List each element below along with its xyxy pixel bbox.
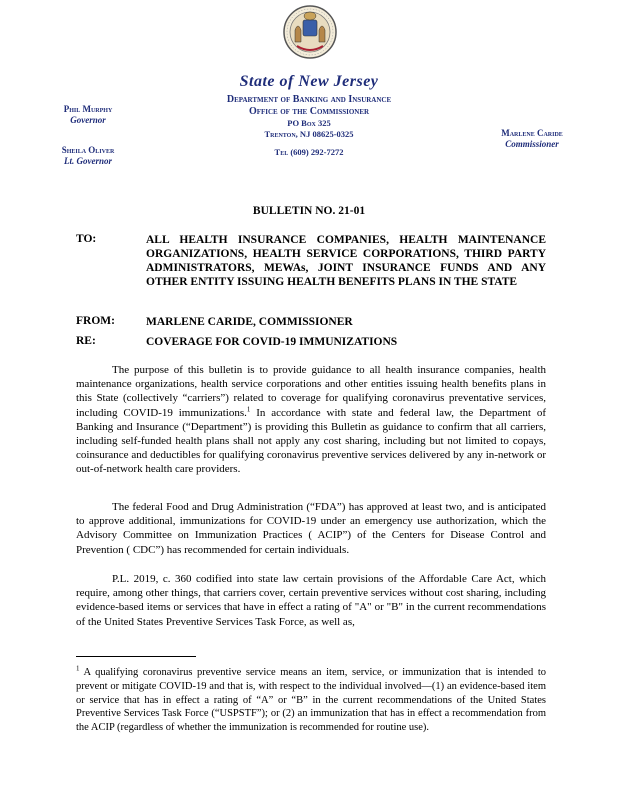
department-name: Department of Banking and Insurance (226, 94, 392, 105)
lt-governor-title: Lt. Governor (64, 156, 112, 166)
office-name: Office of the Commissioner (248, 106, 370, 117)
to-value: ALL HEALTH INSURANCE COMPANIES, HEALTH MAINTENANCE ORGANIZATIONS, HEALTH SERVICE CORPORATIONS, THIRD PARTY ADMINISTRATORS, MEWAs, JOINT INSURANCE FUNDS AND ANY OTHER ENTITY ISSUING HEALTH BENEFITS PLANS IN THE STATE (146, 234, 546, 288)
governor-name: Phil Murphy (63, 104, 113, 114)
paragraph-purpose-text: The purpose of this bulletin is to provide guidance to all health insurance companies, health maintenance organizations, health service corporations and other entities issuing health benefits plans in this State (collectively “carriers”) related to coverage for qualifying coronavirus preventative services, including COVID-19 immunizations. (76, 364, 546, 419)
footnote (76, 666, 546, 735)
city-address: Trenton, NJ 08625-0325 (264, 129, 354, 139)
commissioner-name: Marlene Caride (501, 128, 563, 138)
commissioner-block (472, 128, 592, 150)
paragraph-fda (76, 500, 546, 557)
telephone: Tel (609) 292-7272 (274, 147, 344, 157)
paragraph-purpose-text-cont: In accordance with state and federal law, the Department of Banking and Insurance (“Department”) is providing this Bulletin as guidance to confirm that all carriers, including self-funded health plans shall not apply any cost sharing, including but not limited to copays, coinsurance and deductibles for qualifying coronavirus preventive services delivered by any in-network or out-of-network health care providers. (76, 406, 546, 476)
paragraph-law (76, 572, 546, 629)
from-label: FROM: (76, 315, 115, 327)
governor-title: Governor (70, 115, 106, 125)
po-box: PO Box 325 (287, 118, 331, 128)
paragraph-law-text: P.L. 2019, c. 360 codified into state law certain provisions of the Affordable Care Act, which require, among other things, that carriers cover, certain preventive services without cost sharing, including evidence-based items or services that have in effect a rating of "A" or "B" in the current recommendations of the United States Preventive Services Task Force, as well as, (76, 573, 546, 628)
commissioner-title: Commissioner (505, 139, 559, 149)
from-value: MARLENE CARIDE, COMMISSIONER (146, 316, 353, 328)
re-value: COVERAGE FOR COVID-19 IMMUNIZATIONS (146, 336, 398, 348)
state-title: State of New Jersey (239, 73, 379, 90)
state-seal-icon (283, 2, 337, 72)
re-label: RE: (76, 335, 96, 347)
lt-governor-name: Sheila Oliver (61, 145, 115, 155)
footnote-text: A qualifying coronavirus preventive service means an item, service, or immunization that is intended to prevent or mitigate COVID-19 and that is, with respect to the individual involved—(1) an evidence-based item or service that has in effect a rating of “A” or “B” in the current recommendations of the United States Preventive Services Task Force (“USPSTF”); or (2) an immunization that has in effect a recommendation from the ACIP (regardless of whether the immunization is recommended for routine use). (76, 667, 546, 734)
footnote-marker: 1 (76, 664, 80, 673)
bulletin-number: BULLETIN NO. 21-01 (252, 205, 366, 217)
lt-governor-block (33, 145, 143, 167)
footnote-reference[interactable]: 1 (246, 404, 251, 413)
governor-block (33, 104, 143, 126)
to-label: TO: (76, 233, 97, 245)
paragraph-fda-text: The federal Food and Drug Administration (“FDA”) has approved at least two, and is anticipated to approve additional, immunizations for COVID-19 under an emergency use authorization, which the Advisory Committee on Immunization Practices ( ACIP”) of the Centers for Disease Control and Prevention ( CDC”) has recommended for certain individuals. (76, 501, 546, 556)
paragraph-purpose (76, 363, 546, 477)
footnote-divider (76, 656, 196, 657)
